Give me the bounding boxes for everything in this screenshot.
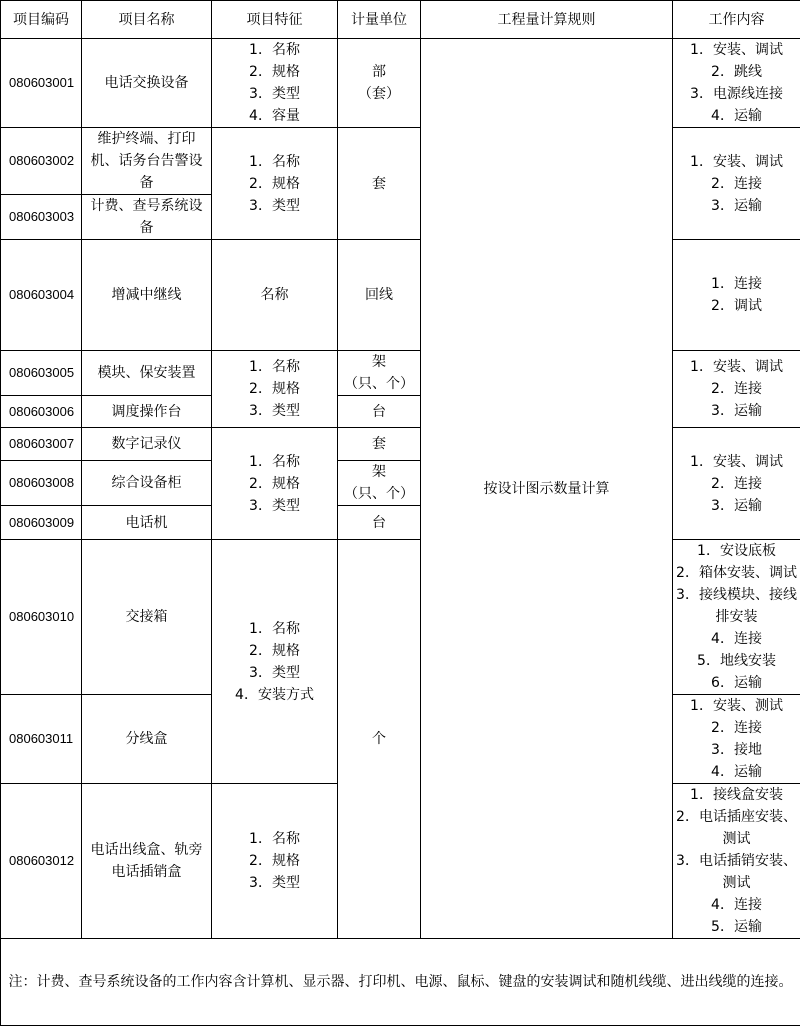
item-name: 增减中继线 xyxy=(82,240,212,351)
table-row xyxy=(1,428,800,461)
line-text: 2．规格 xyxy=(249,642,300,659)
calculation-rule: 按设计图示数量计算 xyxy=(421,39,673,939)
line-text: 1．名称 xyxy=(249,453,300,470)
item-work xyxy=(673,240,800,351)
line-text: 4．安装方式 xyxy=(235,686,314,703)
item-features: 名称 xyxy=(212,240,338,351)
item-features xyxy=(212,428,338,540)
line-text: 2．规格 xyxy=(249,853,300,869)
line-text: 4．连接 xyxy=(711,631,762,647)
table-row xyxy=(1,240,800,351)
item-work xyxy=(673,695,800,784)
item-work xyxy=(673,540,800,695)
line-text: 1．名称 xyxy=(249,42,300,58)
header-features: 项目特征 xyxy=(212,1,338,39)
item-work xyxy=(673,39,800,128)
line-text: 3．电话插销安装、 xyxy=(676,853,797,869)
line-text: 4．连接 xyxy=(711,897,762,913)
line-text: 架 xyxy=(372,464,386,480)
item-work xyxy=(673,428,800,540)
item-unit xyxy=(338,39,421,128)
item-code: 080603010 xyxy=(1,540,82,695)
item-name: 电话出线盒、轨旁电话插销盒 xyxy=(82,784,212,939)
item-code: 080603008 xyxy=(1,461,82,506)
item-name: 调度操作台 xyxy=(82,396,212,428)
line-text: 3．接线模块、接线 xyxy=(676,587,797,603)
item-code: 080603006 xyxy=(1,396,82,428)
line-text: （套） xyxy=(358,86,400,102)
item-name: 电话机 xyxy=(82,506,212,540)
item-unit: 台 xyxy=(338,396,421,428)
table-row xyxy=(1,128,800,195)
header-row xyxy=(1,1,800,39)
line-text: 3．运输 xyxy=(711,403,762,419)
line-text: 4．容量 xyxy=(249,108,300,124)
line-text: 2．箱体安装、调试 xyxy=(676,565,797,581)
header-name: 项目名称 xyxy=(82,1,212,39)
item-unit: 回线 xyxy=(338,240,421,351)
line-text: 2．连接 xyxy=(711,175,762,192)
line-text: 3．类型 xyxy=(249,86,300,102)
line-text: 架 xyxy=(372,354,386,370)
line-text: 1．名称 xyxy=(249,620,300,637)
line-text: 1．名称 xyxy=(249,153,300,170)
line-text: 2．规格 xyxy=(249,64,300,80)
item-code: 080603001 xyxy=(1,39,82,128)
line-text: 2．连接 xyxy=(711,475,762,492)
item-code: 080603012 xyxy=(1,784,82,939)
line-text: 3．接地 xyxy=(711,742,762,758)
line-text: 4．运输 xyxy=(711,108,762,124)
line-text: 2．连接 xyxy=(711,720,762,736)
item-name: 计费、查号系统设备 xyxy=(82,195,212,240)
line-text: （只、个） xyxy=(344,376,414,392)
line-text: 2．电话插座安装、 xyxy=(676,809,797,825)
header-work: 工作内容 xyxy=(673,1,800,39)
item-work xyxy=(673,128,800,240)
line-text: 3．类型 xyxy=(249,197,300,214)
line-text: 1．名称 xyxy=(249,831,300,847)
item-work xyxy=(673,351,800,428)
item-features xyxy=(212,784,338,939)
item-code: 080603011 xyxy=(1,695,82,784)
line-text: 3．运输 xyxy=(711,497,762,514)
table-note: 注：计费、查号系统设备的工作内容含计算机、显示器、打印机、电源、鼠标、键盘的安装调试和随机线缆、进出线缆的连接。 xyxy=(1,939,800,1026)
table-row xyxy=(1,39,800,128)
line-text: 3．类型 xyxy=(249,664,300,681)
line-text: 3．类型 xyxy=(249,403,300,419)
line-text: （只、个） xyxy=(344,486,414,502)
item-unit xyxy=(338,351,421,396)
line-text: 1．安装、测试 xyxy=(690,698,783,714)
line-text: 1．安装、调试 xyxy=(690,42,783,58)
line-text: 排安装 xyxy=(715,609,758,625)
item-unit: 套 xyxy=(338,128,421,240)
line-text: 2．调试 xyxy=(711,298,762,314)
line-text: 5．运输 xyxy=(711,919,762,935)
header-code: 项目编码 xyxy=(1,1,82,39)
item-code: 080603004 xyxy=(1,240,82,351)
item-unit xyxy=(338,461,421,506)
line-text: 2．规格 xyxy=(249,175,300,192)
line-text: 测试 xyxy=(722,831,751,847)
line-text: 6．运输 xyxy=(711,675,762,691)
item-features xyxy=(212,128,338,240)
line-text: 3．电源线连接 xyxy=(690,86,783,102)
item-name: 分线盒 xyxy=(82,695,212,784)
line-text: 3．类型 xyxy=(249,875,300,891)
item-code: 080603005 xyxy=(1,351,82,396)
line-text: 1．安装、调试 xyxy=(690,453,783,470)
line-text: 2．规格 xyxy=(249,381,300,397)
note-row xyxy=(1,939,800,1026)
item-features xyxy=(212,39,338,128)
item-name: 交接箱 xyxy=(82,540,212,695)
item-name: 综合设备柜 xyxy=(82,461,212,506)
item-code: 080603007 xyxy=(1,428,82,461)
line-text: 1．名称 xyxy=(249,359,300,375)
line-text: 1．接线盒安装 xyxy=(690,787,783,803)
line-text: 2．规格 xyxy=(249,475,300,492)
header-rule: 工程量计算规则 xyxy=(421,1,673,39)
table-row xyxy=(1,351,800,396)
line-text: 5．地线安装 xyxy=(697,653,776,669)
line-text: 部 xyxy=(372,64,386,80)
table-row xyxy=(1,540,800,695)
line-text: 1．安装、调试 xyxy=(690,153,783,170)
line-text: 3．运输 xyxy=(711,197,762,214)
item-features xyxy=(212,351,338,428)
item-name: 模块、保安装置 xyxy=(82,351,212,396)
item-work xyxy=(673,784,800,939)
item-code: 080603009 xyxy=(1,506,82,540)
item-code: 080603003 xyxy=(1,195,82,240)
line-text: 4．运输 xyxy=(711,764,762,780)
item-code: 080603002 xyxy=(1,128,82,195)
line-text: 2．连接 xyxy=(711,381,762,397)
header-unit: 计量单位 xyxy=(338,1,421,39)
item-unit: 个 xyxy=(338,540,421,939)
item-unit: 套 xyxy=(338,428,421,461)
line-text: 2．跳线 xyxy=(711,64,762,80)
item-name: 电话交换设备 xyxy=(82,39,212,128)
item-name: 维护终端、打印机、话务台告警设备 xyxy=(82,128,212,195)
line-text: 1．连接 xyxy=(711,276,762,292)
line-text: 3．类型 xyxy=(249,497,300,514)
line-text: 1．安装、调试 xyxy=(690,359,783,375)
line-text: 测试 xyxy=(722,875,751,891)
item-features xyxy=(212,540,338,784)
line-text: 1．安设底板 xyxy=(697,543,776,559)
item-unit: 台 xyxy=(338,506,421,540)
item-name: 数字记录仪 xyxy=(82,428,212,461)
